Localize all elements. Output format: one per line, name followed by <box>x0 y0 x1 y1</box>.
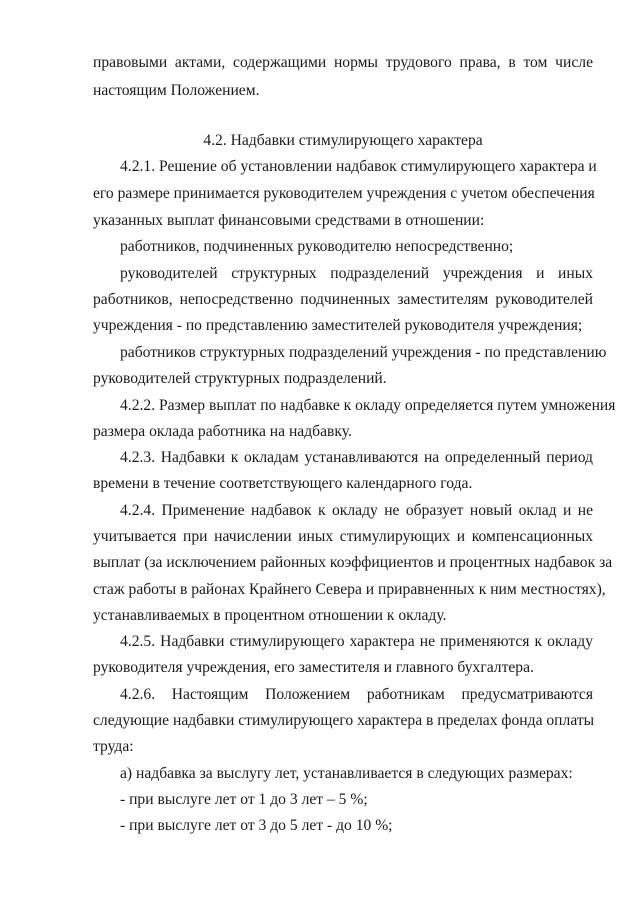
list-item: - при выслуге лет от 1 до 3 лет – 5 %; <box>120 791 368 808</box>
text-line: руководителей структурных подразделений. <box>93 370 387 387</box>
text-line: учреждения - по представлению заместителей руководителя учреждения; <box>93 317 583 334</box>
text-line: правовыми актами, содержащими нормы трудового права, в том числе <box>93 54 593 71</box>
list-item: - при выслуге лет от 3 до 5 лет - до 10 %; <box>120 817 393 834</box>
section-heading: 4.2. Надбавки стимулирующего характера <box>203 132 483 149</box>
text-line: размера оклада работника на надбавку. <box>93 423 352 440</box>
text-line: руководителя учреждения, его заместителя и главного бухгалтера. <box>93 659 534 676</box>
text-line: труда: <box>93 738 134 755</box>
text-line: 4.2.3. Надбавки к окладам устанавливаются на определенный период <box>120 449 593 466</box>
text-line: времени в течение соответствующего календарного года. <box>93 475 473 492</box>
text-line: работников, непосредственно подчиненных заместителям руководителей <box>93 291 593 308</box>
text-line: 4.2.5. Надбавки стимулирующего характера не применяются к окладу <box>120 633 593 650</box>
text-line: 4.2.1. Решение об установлении надбавок стимулирующего характера и <box>120 158 597 175</box>
text-line: указанных выплат финансовыми средствами в отношении: <box>93 212 485 229</box>
text-line: стаж работы в районах Крайнего Севера и приравненных к ним местностях), <box>93 581 606 598</box>
text-line: следующие надбавки стимулирующего характера в пределах фонда оплаты <box>93 712 595 729</box>
text-line: работников структурных подразделений учреждения - по представлению <box>120 344 607 361</box>
text-line: учитывается при начислении иных стимулирующих и компенсационных <box>93 528 593 545</box>
text-line: устанавливаемых в процентном отношении к окладу. <box>93 607 447 624</box>
text-line: работников, подчиненных руководителю непосредственно; <box>120 238 514 255</box>
list-item: а) надбавка за выслугу лет, устанавливается в следующих размерах: <box>120 765 573 782</box>
text-line: 4.2.6. Настоящим Положением работникам предусматриваются <box>120 686 593 703</box>
text-line: настоящим Положением. <box>93 82 260 99</box>
text-line: выплат (за исключением районных коэффициентов и процентных надбавок за <box>93 554 613 571</box>
text-line: 4.2.4. Применение надбавок к окладу не образует новый оклад и не <box>120 502 593 519</box>
text-line: руководителей структурных подразделений учреждения и иных <box>120 265 593 282</box>
text-line: 4.2.2. Размер выплат по надбавке к окладу определяется путем умножения <box>120 397 616 414</box>
text-line: его размере принимается руководителем учреждения с учетом обеспечения <box>93 185 595 202</box>
